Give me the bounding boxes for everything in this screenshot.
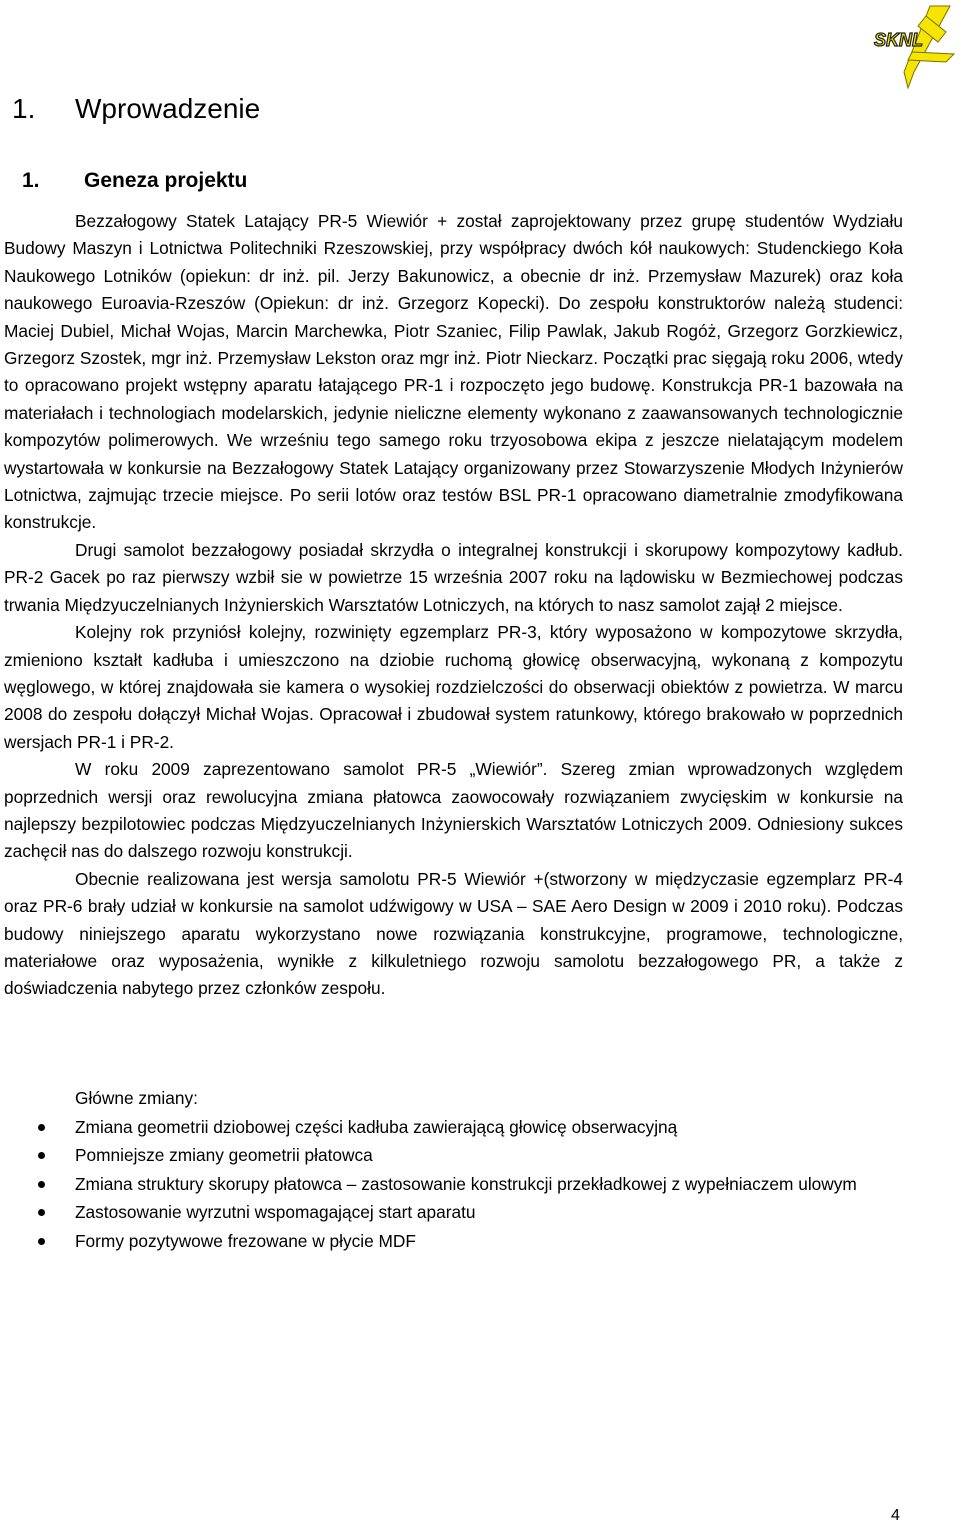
section-heading (12, 93, 260, 125)
bullet-icon (38, 1209, 45, 1216)
bullet-icon (38, 1152, 45, 1159)
section-number: 1. (12, 93, 36, 124)
list-item-text: Zmiana geometrii dziobowej części kadłuba zawierającą głowicę obserwacyjną (75, 1116, 678, 1137)
bullet-icon (38, 1238, 45, 1245)
paragraph: Kolejny rok przyniósł kolejny, rozwinięty egzemplarz PR-3, który wyposażono w kompozytowe skrzydła, zmieniono kształt kadłuba i umieszczono na dziobie ruchomą głowicę obserwacyjną, wykonaną z kompozytu węglowego, w której znajdowała sie kamera o wysokiej rozdzielczości do obserwacji obiektów z powietrza. W marcu 2008 do zespołu dołączył Michał Wojas. Opracował i zbudował system ratunkowy, którego brakowało w poprzednich wersjach PR-1 i PR-2. (4, 622, 903, 752)
list-item (4, 1141, 903, 1170)
page-number: 4 (891, 1507, 900, 1524)
section-title: Wprowadzenie (75, 93, 261, 124)
body-text (4, 208, 903, 1003)
sknl-logo-icon (868, 2, 958, 90)
changes-list (4, 1113, 903, 1256)
subsection-heading (22, 169, 247, 193)
list-item-text: Formy pozytywowe frezowane w płycie MDF (75, 1230, 416, 1251)
paragraph: Obecnie realizowana jest wersja samolotu PR-5 Wiewiór +(stworzony w międzyczasie egzemplarz PR-4 oraz PR-6 brały udział w konkursie na samolot udźwigowy w USA – SAE Aero Design w 2009 i 2010 roku). Podczas budowy niniejszego aparatu wykorzystano nowe rozwiązania konstrukcyjne, programowe, technologiczne, materiałowe oraz wyposażenia, wynikłe z kilkuletniego rozwoju samolotu bezzałogowego PR, a także z doświadczenia nabytego przez członków zespołu. (4, 868, 903, 999)
list-item (4, 1227, 903, 1256)
main-changes (4, 1084, 903, 1256)
bullet-icon (38, 1181, 45, 1188)
list-item (4, 1170, 903, 1199)
list-item-text: Pomniejsze zmiany geometrii płatowca (75, 1145, 373, 1166)
changes-title: Główne zmiany: (75, 1088, 198, 1108)
list-item-text: Zmiana struktury skorupy płatowca – zastosowanie konstrukcji przekładkowej z wypełniaczem ulowym (75, 1173, 857, 1194)
list-item (4, 1113, 903, 1142)
list-item-text: Zastosowanie wyrzutni wspomagającej start aparatu (75, 1202, 476, 1223)
subsection-number: 1. (22, 169, 40, 192)
svg-text:SKNL: SKNL (874, 30, 923, 50)
paragraph: W roku 2009 zaprezentowano samolot PR-5 „Wiewiór”. Szereg zmian wprowadzonych względem poprzednich wersji oraz rewolucyjna zmiana płatowca zaowocowały rozwiązaniem zwycięskim w konkursie na najlepszy bezpilotowiec podczas Międzyuczelnianych Inżynierskich Warsztatów Lotniczych 2009. Odniesiony sukces zachęcił nas do dalszego rozwoju konstrukcji. (4, 759, 903, 862)
subsection-title: Geneza projektu (84, 169, 248, 192)
paragraph: Drugi samolot bezzałogowy posiadał skrzydła o integralnej konstrukcji i skorupowy kompozytowy kadłub. PR-2 Gacek po raz pierwszy wzbił sie w powietrze 15 września 2007 roku na lądowisku w Bezmiechowej podczas trwania Międzyuczelnianych Inżynierskich Warsztatów Lotniczych, na których to nasz samolot zajął 2 miejsce. (4, 539, 903, 615)
paragraph: Bezzałogowy Statek Latający PR-5 Wiewiór + został zaprojektowany przez grupę studentów Wydziału Budowy Maszyn i Lotnictwa Politechniki Rzeszowskiej, przy współpracy dwóch kół naukowych: Studenckiego Koła Naukowego Lotników (opiekun: dr inż. pil. Jerzy Bakunowicz, a obecnie dr inż. Przemysław Mazurek) oraz koła naukowego Euroavia-Rzeszów (Opiekun: dr inż. Grzegorz Kopecki). Do zespołu konstruktorów należą studenci: Maciej Dubiel, Michał Wojas, Marcin Marchewka, Piotr Szaniec, Filip Pawlak, Jakub Rogóż, Grzegorz Gorzkiewicz, Grzegorz Szostek, mgr inż. Przemysław Lekston oraz mgr inż. Piotr Nieckarz. Początki prac sięgają roku 2006, wtedy to opracowano projekt wstępny aparatu łatającego PR-1 i rozpoczęto jego budowę. Konstrukcja PR-1 bazowała na materiałach i technologiach modelarskich, jedynie nieliczne elementy wykonano z zaawansowanych technologicznie kompozytów polimerowych. We wrześniu tego samego roku trzyosobowa ekipa z jeszcze nielatającym modelem wystartowała w konkursie na Bezzałogowy Statek Latający organizowany przez Stowarzyszenie Młodych Inżynierów Lotnictwa, zajmując trzecie miejsce. Po serii lotów oraz testów BSL PR-1 opracowano diametralnie zmodyfikowana konstrukcje. (4, 211, 903, 533)
list-item (4, 1198, 903, 1227)
bullet-icon (38, 1124, 45, 1131)
